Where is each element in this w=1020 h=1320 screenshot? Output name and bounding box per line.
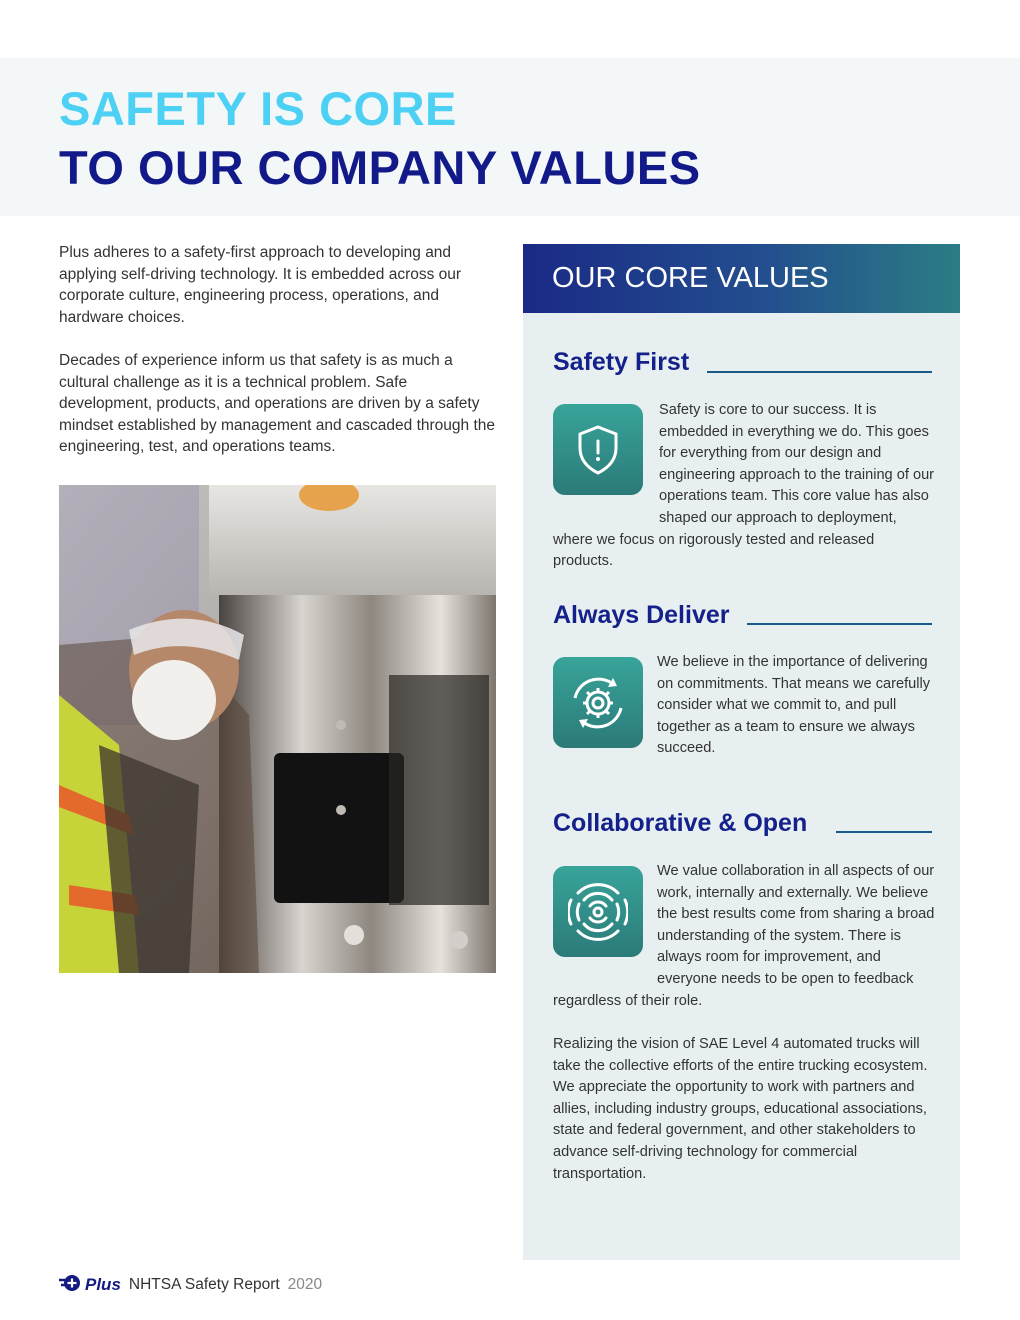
footer-year: 2020 (287, 1276, 323, 1293)
icon-float-spacer (553, 652, 657, 760)
heading-rule (707, 371, 932, 373)
closing-paragraph: Realizing the vision of SAE Level 4 automated trucks will take the collective efforts of the entire trucking ecosystem. We appreciate the opportunity to work with partners and allies, including industry groups, educational associations, state and federal government, and other stakeholders to advance self-driving technology for commercial transportation. (553, 1036, 928, 1182)
intro-paragraph-2: Decades of experience inform us that safety is as much a cultural challenge as it is a technical problem. Safe development, products, and operations are driven by a safety mindset established by management and cascaded through the engineering, test, and operations teams. (59, 352, 496, 456)
icon-float-spacer (553, 400, 659, 508)
technician-inspecting-truck-photo (59, 485, 496, 973)
value-text-collaborative-open (553, 861, 935, 1012)
value-heading-safety-first: Safety First (553, 348, 690, 376)
value-text-safety-first (553, 400, 935, 573)
page-title-line-2: TO OUR COMPANY VALUES (59, 141, 701, 194)
core-values-title: OUR CORE VALUES (552, 262, 829, 294)
value-heading-collaborative-open: Collaborative & Open (553, 809, 808, 837)
footer-report-title: NHTSA Safety Report (128, 1276, 280, 1293)
icon-float-spacer (553, 861, 657, 969)
page-title-line-1: SAFETY IS CORE (59, 82, 457, 135)
plus-logo-icon (59, 1273, 81, 1298)
value-text-always-deliver-body: We believe in the importance of delivering on commitments. That means we carefully consider what we commit to, and pull together as a team to ensure we always succeed. (657, 654, 931, 757)
value-text-collaborative-open-body: We value collaboration in all aspects of our work, internally and externally. We believe the best results come from sharing a broad understanding of the system. There is always room for improvement, and everyone needs to be open to feedback regardless of their role. (553, 863, 935, 1009)
heading-rule (747, 623, 932, 625)
value-text-always-deliver (553, 652, 935, 760)
page-footer (59, 1274, 322, 1296)
intro-paragraph-1: Plus adheres to a safety-first approach to developing and applying self-driving technology. It is embedded across our corporate culture, engineering process, operations, and hardware choices. (59, 244, 462, 326)
core-values-banner (523, 244, 960, 313)
heading-rule (836, 831, 932, 833)
footer-brand: Plus (85, 1275, 121, 1294)
value-heading-always-deliver: Always Deliver (553, 601, 730, 629)
value-text-safety-first-body: Safety is core to our success. It is embedded in everything we do. This goes for everything from our design and engineering approach to the training of our operations team. This core value has also shaped our approach to deployment, where we focus on rigorously tested and released products. (553, 402, 935, 570)
